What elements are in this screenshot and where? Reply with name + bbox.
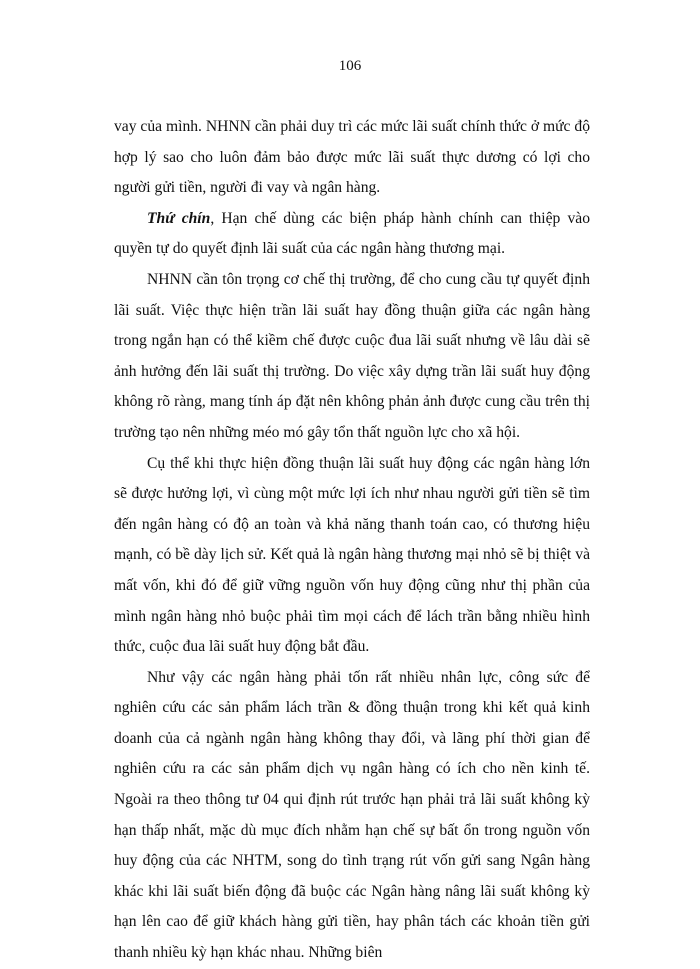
paragraph-text: Cụ thể khi thực hiện đồng thuận lãi suất huy động các ngân hàng lớn sẽ được hưởng lợi, vì cùng một mức lợi ích như nhau người gửi tiền sẽ tìm đến ngân hàng có độ an toàn và khả năng thanh toán cao, có thương hiệu mạnh, có bề dày lịch sử. Kết quả là ngân hàng thương mại nhỏ sẽ bị thiệt và mất vốn, khi đó để giữ vững nguồn vốn huy động cũng như thị phần của mình ngân hàng nhỏ buộc phải tìm mọi cách để lách trần bằng nhiều hình thức, cuộc đua lãi suất huy động bắt đầu. [114,454,590,656]
page-number: 106 [338,58,362,74]
paragraph-lead: Thứ chín [147,209,211,227]
paragraph-text: NHNN cần tôn trọng cơ chế thị trường, để cho cung cầu tự quyết định lãi suất. Việc thực hiện trần lãi suất hay đồng thuận giữa các ngân hàng trong ngắn hạn có thể kiềm chế được cuộc đua lãi suất nhưng về lâu dài sẽ ảnh hưởng đến lãi suất thị trường. Do việc xây dựng trần lãi suất huy động không rõ ràng, mang tính áp đặt nên không phản ảnh được cung cầu trên thị trường tạo nên những méo mó gây tổn thất nguồn lực cho xã hội. [114,270,590,441]
paragraph-text: Như vậy các ngân hàng phải tốn rất nhiều nhân lực, công sức để nghiên cứu các sản phẩm lách trần & đồng thuận trong khi kết quả kinh doanh của cả ngành ngân hàng không thay đổi, và lãng phí thời gian để nghiên cứu ra các sản phẩm dịch vụ ngân hàng có ích cho nền kinh tế. Ngoài ra theo thông tư 04 qui định rút trước hạn phải trả lãi suất không kỳ hạn thấp nhất, mặc dù mục đích nhằm hạn chế sự bất ổn trong nguồn vốn huy động của các NHTM, song do tình trạng rút vốn gửi sang Ngân hàng khác khi lãi suất biến động đã buộc các Ngân hàng nâng lãi suất không kỳ hạn lên cao để giữ khách hàng gửi tiền, hay phân tách các khoản tiền gửi thanh nhiều kỳ hạn khác nhau. Những biên [114,668,590,962]
paragraph-text: vay của mình. NHNN cần phải duy trì các mức lãi suất chính thức ở mức độ hợp lý sao cho luôn đảm bảo được mức lãi suất thực dương có lợi cho người gửi tiền, người đi vay và ngân hàng. [114,118,590,197]
paragraph-nhu-vay [114,663,590,969]
paragraph-cu-the [114,449,590,663]
paragraph-continuation [114,112,590,204]
paragraph-nhnn [114,265,590,449]
body-text [114,112,590,969]
paragraph-text: , Hạn chế dùng các biện pháp hành chính can thiệp vào quyền tự do quyết định lãi suất của các ngân hàng thương mại. [114,209,590,258]
paragraph-thu-chin [114,204,590,265]
